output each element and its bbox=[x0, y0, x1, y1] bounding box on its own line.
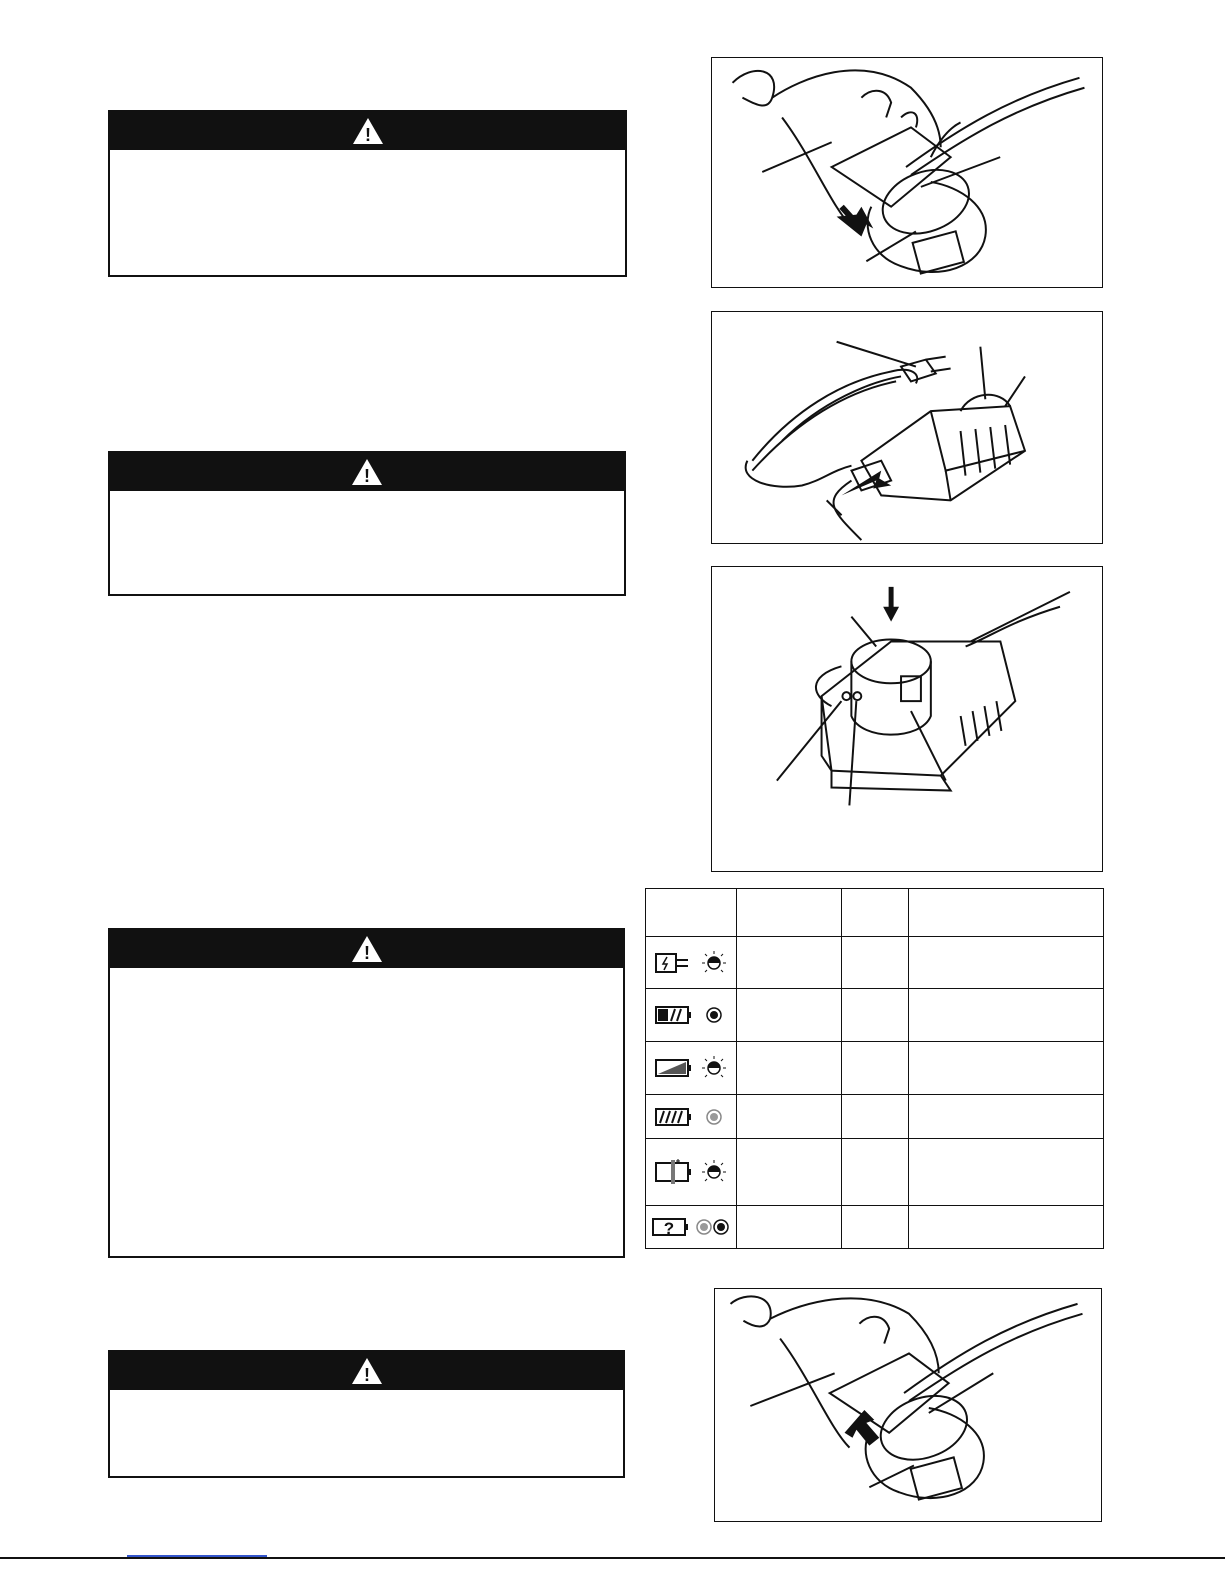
warning-box-4 bbox=[108, 1350, 625, 1478]
led-status-table bbox=[645, 888, 1103, 1248]
figure-remove-battery bbox=[711, 57, 1103, 288]
table-cell bbox=[842, 1139, 909, 1206]
warning-header bbox=[110, 453, 624, 491]
warning-symbol: ! bbox=[364, 125, 371, 145]
warning-box-3 bbox=[108, 928, 625, 1258]
table-cell bbox=[737, 1206, 842, 1249]
blinking-led-icon bbox=[700, 949, 728, 977]
figure-battery-charging bbox=[711, 566, 1103, 872]
charger-cord-connection-illustration bbox=[712, 312, 1102, 543]
icon-cell bbox=[646, 937, 737, 989]
warning-box-1 bbox=[108, 110, 627, 277]
table-cell bbox=[737, 1139, 842, 1206]
warning-triangle-icon bbox=[350, 1356, 384, 1386]
blinking-led-icon bbox=[700, 1054, 728, 1082]
unknown-symbol: ? bbox=[663, 1219, 674, 1238]
table-cell bbox=[842, 1095, 909, 1139]
table-cell bbox=[909, 1095, 1104, 1139]
warning-symbol: ! bbox=[363, 1365, 370, 1385]
table-cell bbox=[737, 937, 842, 989]
battery-unknown-icon bbox=[651, 1216, 691, 1238]
header-cell bbox=[737, 889, 842, 937]
warning-box-2 bbox=[108, 451, 626, 596]
warning-triangle-icon bbox=[350, 934, 384, 964]
table-cell bbox=[909, 1042, 1104, 1095]
tool-battery-removal-illustration bbox=[712, 58, 1102, 287]
table-row bbox=[646, 989, 1104, 1042]
table-cell bbox=[737, 1095, 842, 1139]
figure-install-battery bbox=[714, 1288, 1102, 1522]
table-cell bbox=[909, 1139, 1104, 1206]
table-cell bbox=[909, 989, 1104, 1042]
battery-ramp-icon bbox=[654, 1057, 694, 1079]
table-row bbox=[646, 1042, 1104, 1095]
table-cell bbox=[842, 1042, 909, 1095]
table-row bbox=[646, 937, 1104, 989]
header-cell bbox=[842, 889, 909, 937]
table-cell bbox=[842, 937, 909, 989]
table-cell bbox=[842, 1206, 909, 1249]
battery-in-charger-illustration bbox=[712, 567, 1102, 871]
battery-temp-icon bbox=[654, 1157, 694, 1187]
alternating-led-icon bbox=[694, 1216, 732, 1238]
footer-rule bbox=[0, 1557, 1225, 1559]
charging-plug-icon bbox=[654, 951, 694, 975]
warning-symbol: ! bbox=[364, 466, 370, 486]
warning-triangle-icon bbox=[351, 116, 385, 146]
warning-triangle-icon bbox=[350, 457, 384, 487]
icon-cell bbox=[646, 989, 737, 1042]
solid-led-icon bbox=[700, 1001, 728, 1029]
icon-cell bbox=[646, 1206, 737, 1249]
header-cell bbox=[646, 889, 737, 937]
warning-header bbox=[110, 112, 625, 150]
warning-header bbox=[110, 1352, 623, 1390]
table-row bbox=[646, 1139, 1104, 1206]
table-row bbox=[646, 1206, 1104, 1249]
header-cell bbox=[909, 889, 1104, 937]
warning-symbol: ! bbox=[363, 943, 370, 963]
table-cell bbox=[842, 989, 909, 1042]
warning-header bbox=[110, 930, 623, 968]
blinking-led-icon bbox=[700, 1158, 728, 1186]
table-cell bbox=[737, 989, 842, 1042]
icon-cell bbox=[646, 1139, 737, 1206]
table-header-row bbox=[646, 889, 1104, 937]
table-cell bbox=[909, 1206, 1104, 1249]
icon-cell bbox=[646, 1095, 737, 1139]
off-led-icon bbox=[700, 1103, 728, 1131]
footer-link-underline[interactable] bbox=[127, 1555, 267, 1557]
table-cell bbox=[909, 937, 1104, 989]
battery-partial-icon bbox=[654, 1004, 694, 1026]
led-table bbox=[645, 888, 1104, 1249]
table-row bbox=[646, 1095, 1104, 1139]
table-cell bbox=[737, 1042, 842, 1095]
tool-battery-install-illustration bbox=[715, 1289, 1101, 1521]
icon-cell bbox=[646, 1042, 737, 1095]
figure-charger-cord bbox=[711, 311, 1103, 544]
battery-full-icon bbox=[654, 1106, 694, 1128]
